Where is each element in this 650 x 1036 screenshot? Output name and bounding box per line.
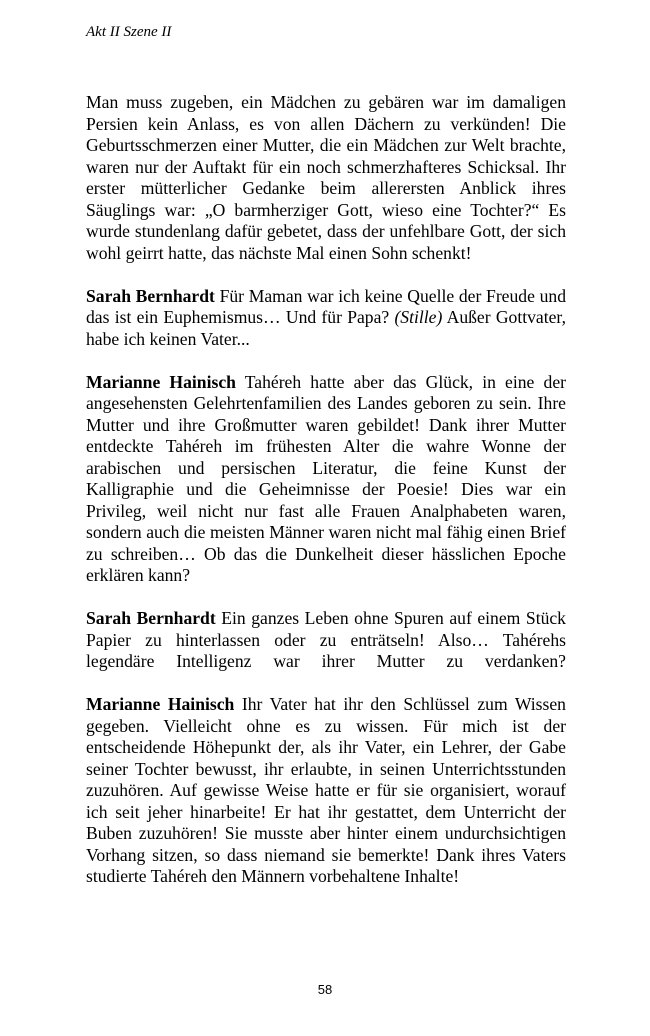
dialogue-marianne-hainisch-2 [86,694,566,888]
page-number: 58 [317,982,333,997]
speaker-name: Sarah Bernhardt [86,608,216,628]
page-body [86,92,566,909]
dialogue-marianne-hainisch-1 [86,372,566,587]
dialogue-text: Für Maman war ich keine Quelle der Freude und das ist ein Euphemismus… Und für Papa? [86,285,566,327]
dialogue-sarah-bernhardt-1 [86,286,566,351]
speaker-name: Sarah Bernhardt [86,285,215,306]
running-header: Akt II Szene II [86,24,172,40]
narration-paragraph: Man muss zugeben, ein Mädchen zu gebären war im damaligen Persien kein Anlass, es von allen Dächern zu verkünden! Die Geburtsschmerzen einer Mutter, die ein Mädchen zur Welt brachte, waren nur der Auftakt für ein noch schmerzhafteres Schicksal. Ihr erster mütterlicher Gedanke beim allerersten Anblick ihres Säuglings war: „O barmherziger Gott, wieso eine Tochter?“ Es wurde stundenlang dafür gebetet, dass der unfehlbare Gott, der sich wohl geirrt hatte, das nächste Mal einen Sohn schenkt! [86,92,566,263]
speaker-name: Marianne Hainisch [86,371,236,392]
dialogue-text: Ein ganzes Leben ohne Spuren auf einem Stück Papier zu hinterlassen oder zu enträtseln! Also… Tahérehs legendäre Intelligenz war ihrer Mutter zu verdanken? [86,608,566,671]
dialogue-text: Tahéreh hatte aber das Glück, in eine der angesehensten Gelehrtenfamilien des Landes geboren zu sein. Ihre Mutter und ihre Großmutter waren gebildet! Dank ihrer Mutter entdeckte Tahéreh im frühesten Alter die wahre Wonne der arabischen und persischen Literatur, die feine Kunst der Kalligraphie und die Geheimnisse der Poesie! Dies war ein Privileg, weil nicht nur fast alle Frauen Analphabeten waren, sondern auch die meisten Männer waren nicht mal fähig einen Brief zu schreiben… Ob das die Dunkelheit dieser hässlichen Epoche erklären kann? [86,371,566,585]
dialogue-text: Außer Gottvater, habe ich keinen Vater... [86,307,566,349]
stage-direction: (Stille) [394,307,443,327]
dialogue-sarah-bernhardt-2 [86,608,566,673]
dialogue-text: Ihr Vater hat ihr den Schlüssel zum Wissen gegeben. Vielleicht ohne es zu wissen. Für mich ist der entscheidende Höhepunkt der, als ihr Vater, ein Lehrer, der Gabe seiner Tochter bewusst, ihr erlaubte, in seinen Unterrichtsstunden zuzuhören. Auf gewisse Weise hatte er für sie organisiert, worauf ich seit jeher hinarbeite! Er hat ihr gestattet, dem Unterricht der Buben zuzuhören! Sie musste aber hinter einem undurchsichtigen Vorhang sitzen, so dass niemand sie bemerkte! Dank ihres Vaters studierte Tahéreh den Männern vorbehaltene Inhalte! [86,694,566,886]
speaker-name: Marianne Hainisch [86,694,235,714]
